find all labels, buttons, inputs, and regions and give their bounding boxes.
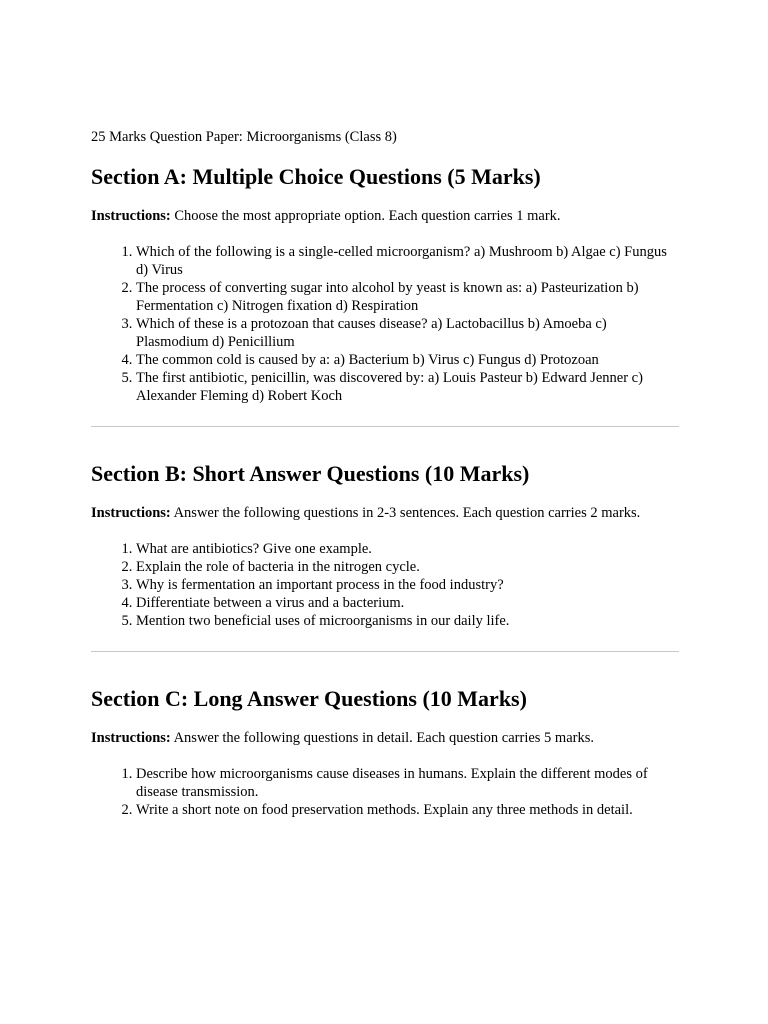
instructions-label: Instructions:	[91, 208, 171, 224]
question-item: 5. The first antibiotic, penicillin, was discovered by: a) Louis Pasteur b) Edward Jenner c) Alexander Fleming d) Robert Koch	[136, 369, 679, 405]
section-divider	[91, 651, 679, 652]
section-a-heading: Section A: Multiple Choice Questions (5 Marks)	[91, 164, 541, 189]
question-item: 1. Which of the following is a single-celled microorganism? a) Mushroom b) Algae c) Fungus d) Virus	[136, 243, 679, 279]
section-a-instructions	[91, 207, 679, 225]
question-item: 2. Write a short note on food preservation methods. Explain any three methods in detail.	[136, 801, 679, 819]
section-c	[91, 686, 679, 819]
section-c-instructions	[91, 729, 679, 747]
question-item: 5. Mention two beneficial uses of microorganisms in our daily life.	[136, 612, 679, 630]
instructions-label: Instructions:	[91, 730, 171, 746]
section-c-heading: Section C: Long Answer Questions (10 Marks)	[91, 686, 527, 711]
section-c-question-list	[91, 765, 679, 819]
question-item: 3. Why is fermentation an important process in the food industry?	[136, 576, 679, 594]
question-item: 1. Describe how microorganisms cause diseases in humans. Explain the different modes of disease transmission.	[136, 765, 679, 801]
question-item: 1. What are antibiotics? Give one example.	[136, 540, 679, 558]
question-item: 2. The process of converting sugar into alcohol by yeast is known as: a) Pasteurization b) Fermentation c) Nitrogen fixation d) Respiration	[136, 279, 679, 315]
section-divider	[91, 426, 679, 427]
section-a	[91, 164, 679, 405]
section-b-instructions-text: Answer the following questions in 2-3 sentences. Each question carries 2 marks.	[170, 505, 641, 521]
section-b-heading: Section B: Short Answer Questions (10 Marks)	[91, 461, 530, 486]
section-b-question-list	[91, 540, 679, 630]
question-item: 4. Differentiate between a virus and a bacterium.	[136, 594, 679, 612]
question-item: 3. Which of these is a protozoan that causes disease? a) Lactobacillus b) Amoeba c) Plasmodium d) Penicillium	[136, 315, 679, 351]
paper-title: 25 Marks Question Paper: Microorganisms (Class 8)	[91, 129, 397, 145]
section-a-question-list	[91, 243, 679, 405]
section-c-instructions-text: Answer the following questions in detail. Each question carries 5 marks.	[170, 730, 594, 746]
question-item: 4. The common cold is caused by a: a) Bacterium b) Virus c) Fungus d) Protozoan	[136, 351, 679, 369]
question-item: 2. Explain the role of bacteria in the nitrogen cycle.	[136, 558, 679, 576]
instructions-label: Instructions:	[91, 505, 171, 521]
section-b-instructions	[91, 504, 679, 522]
section-a-instructions-text: Choose the most appropriate option. Each question carries 1 mark.	[170, 208, 561, 224]
section-b	[91, 461, 679, 630]
